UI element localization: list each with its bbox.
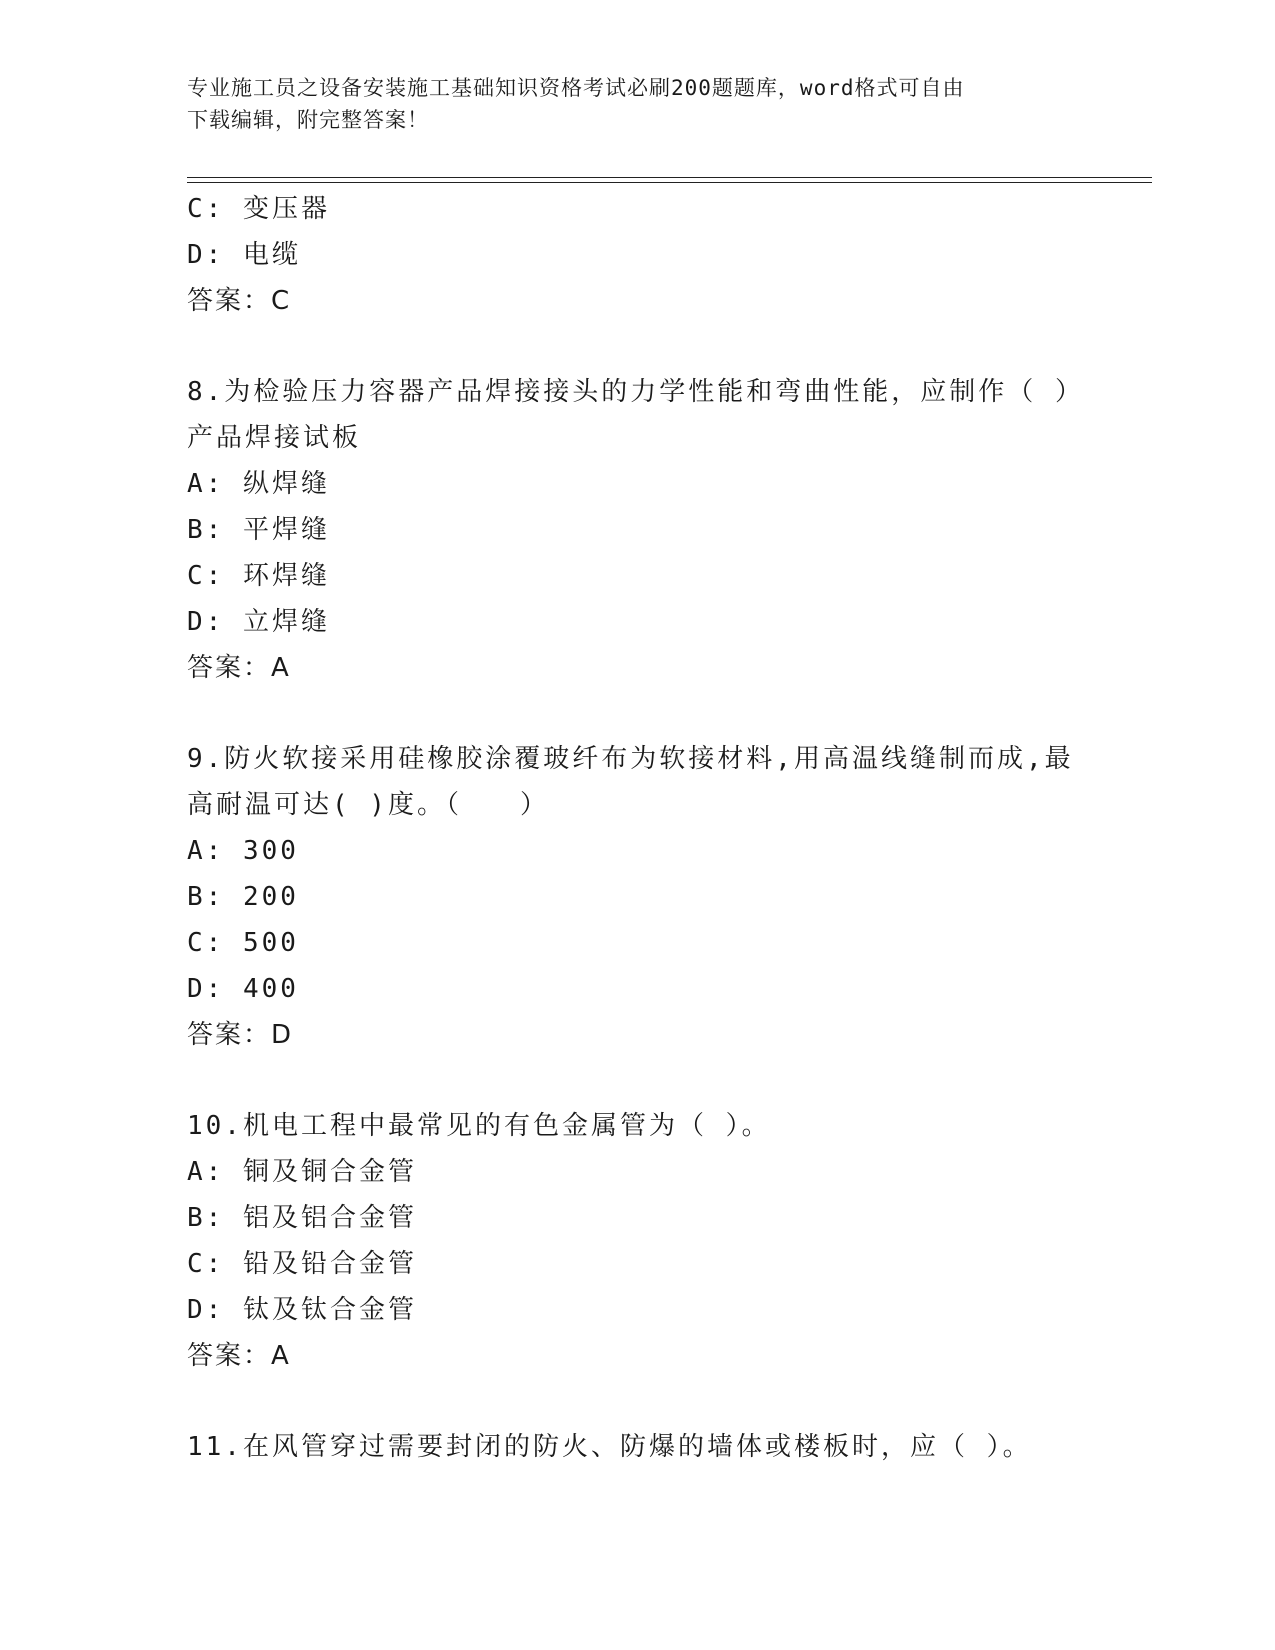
- answer: 答案：A: [187, 1341, 291, 1371]
- option-d: D: 电缆: [187, 240, 301, 270]
- header-line-2: 下载编辑，附完整答案！: [187, 108, 429, 132]
- option-d: D: 钛及钛合金管: [187, 1295, 417, 1325]
- question-stem-cont: 高耐温可达( )度。（ ）: [187, 790, 549, 820]
- question-stem: 11.在风管穿过需要封闭的防火、防爆的墙体或楼板时，应（ ）。: [187, 1432, 1032, 1462]
- question-10: [187, 1103, 1087, 1379]
- question-9: [187, 736, 1087, 1058]
- option-d: D: 立焊缝: [187, 607, 330, 637]
- header-line-1: 专业施工员之设备安装施工基础知识资格考试必刷200题题库，word格式可自由: [187, 76, 965, 100]
- option-c: C: 500: [187, 928, 299, 958]
- option-d: D: 400: [187, 974, 299, 1004]
- question-7-tail: [187, 186, 1087, 324]
- option-a: A: 300: [187, 836, 299, 866]
- question-stem: 8.为检验压力容器产品焊接接头的力学性能和弯曲性能，应制作（ ）: [187, 377, 1084, 407]
- option-c: C: 铅及铅合金管: [187, 1249, 417, 1279]
- document-header: [187, 72, 1067, 136]
- option-c: C: 环焊缝: [187, 561, 330, 591]
- question-stem: 9.防火软接采用硅橡胶涂覆玻纤布为软接材料,用高温线缝制而成,最: [187, 744, 1074, 774]
- option-b: B: 平焊缝: [187, 515, 330, 545]
- header-rule-top: [187, 177, 1152, 178]
- question-8: [187, 369, 1087, 691]
- option-a: A: 纵焊缝: [187, 469, 330, 499]
- option-b: B: 200: [187, 882, 299, 912]
- option-a: A: 铜及铜合金管: [187, 1157, 417, 1187]
- answer: 答案：D: [187, 1020, 294, 1050]
- header-rule-bottom: [187, 182, 1152, 183]
- option-b: B: 铝及铝合金管: [187, 1203, 417, 1233]
- question-11: [187, 1424, 1087, 1470]
- answer: 答案：C: [187, 286, 292, 316]
- question-stem-cont: 产品焊接试板: [187, 423, 362, 453]
- question-stem: 10.机电工程中最常见的有色金属管为（ ）。: [187, 1111, 771, 1141]
- option-c: C: 变压器: [187, 194, 330, 224]
- answer: 答案：A: [187, 653, 291, 683]
- question-list: [187, 186, 1087, 1470]
